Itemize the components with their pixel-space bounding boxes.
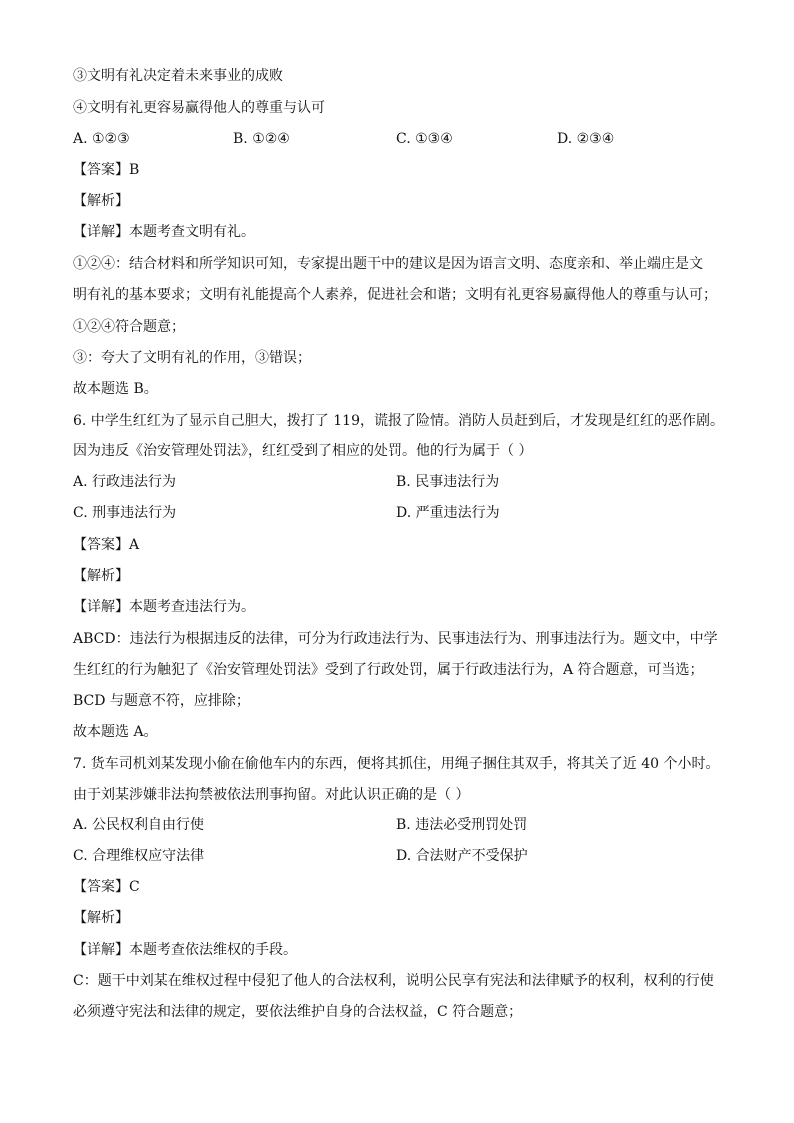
q5-option-a: A. ①②③ bbox=[73, 131, 130, 147]
q5-options bbox=[73, 129, 723, 149]
analysis-label: 【解析】 bbox=[73, 910, 129, 926]
analysis-label: 【解析】 bbox=[73, 568, 129, 584]
answer-label: 【答案】A bbox=[73, 537, 140, 553]
answer-label: 【答案】B bbox=[73, 162, 140, 178]
answer-label: 【答案】C bbox=[73, 879, 140, 895]
q6-option-a: A. 行政违法行为 bbox=[73, 474, 177, 490]
q6-option-c: C. 刑事违法行为 bbox=[73, 505, 177, 521]
q5-option-b: B. ①②④ bbox=[233, 131, 290, 147]
detail-heading: 【详解】本题考查依法维权的手段。 bbox=[73, 942, 297, 958]
q7-option-a: A. 公民权利自由行使 bbox=[73, 817, 205, 833]
conclusion-line: 故本题选 A。 bbox=[73, 724, 158, 740]
question-6-stem: 因为违反《治安管理处罚法》，红红受到了相应的处罚。他的行为属于（ ） bbox=[73, 443, 533, 459]
explanation-line: 必须遵守宪法和法律的规定，要依法维护自身的合法权益，C 符合题意； bbox=[73, 1004, 523, 1020]
explanation-line: 明有礼的基本要求；文明有礼能提高个人素养，促进社会和谐；文明有礼更容易赢得他人的尊重与认可； bbox=[73, 287, 717, 303]
explanation-line: 生红红的行为触犯了《治安管理处罚法》受到了行政处罚，属于行政违法行为，A 符合题意，可当选； bbox=[73, 662, 704, 678]
explanation-line: ①②④：结合材料和所学知识可知，专家提出题干中的建议是因为语言文明、态度亲和、举止端庄是文 bbox=[73, 256, 703, 272]
q7-option-d: D. 合法财产不受保护 bbox=[396, 848, 528, 864]
q7-options-row-2 bbox=[73, 846, 723, 866]
conclusion-line: 故本题选 B。 bbox=[73, 381, 158, 397]
q5-option-c: C. ①③④ bbox=[396, 131, 453, 147]
q7-option-c: C. 合理维权应守法律 bbox=[73, 848, 205, 864]
option-3-line: ③文明有礼决定着未来事业的成败 bbox=[73, 68, 283, 84]
q6-option-b: B. 民事违法行为 bbox=[396, 474, 500, 490]
detail-heading: 【详解】本题考查文明有礼。 bbox=[73, 224, 255, 240]
detail-heading: 【详解】本题考查违法行为。 bbox=[73, 599, 255, 615]
q7-options-row-1 bbox=[73, 815, 723, 835]
q7-option-b: B. 违法必受刑罚处罚 bbox=[396, 817, 528, 833]
question-7-stem: 由于刘某涉嫌非法拘禁被依法刑事拘留。对此认识正确的是（ ） bbox=[73, 787, 470, 803]
explanation-line: ①②④符合题意； bbox=[73, 319, 185, 335]
q6-option-d: D. 严重违法行为 bbox=[396, 505, 500, 521]
explanation-line: ABCD：违法行为根据违反的法律，可分为行政违法行为、民事违法行为、刑事违法行为。题文中，中学 bbox=[73, 631, 718, 647]
q6-options-row-2 bbox=[73, 503, 723, 523]
explanation-line: ③：夸大了文明有礼的作用，③错误； bbox=[73, 350, 311, 366]
q5-option-d: D. ②③④ bbox=[557, 131, 615, 147]
question-6-stem: 6. 中学生红红为了显示自己胆大，拨打了 119，谎报了险情。消防人员赶到后，才发现是红红的恶作剧。 bbox=[73, 413, 724, 429]
explanation-line: BCD 与题意不符，应排除； bbox=[73, 693, 250, 709]
analysis-label: 【解析】 bbox=[73, 193, 129, 209]
question-7-stem: 7. 货车司机刘某发现小偷在偷他车内的东西，便将其抓住，用绳子捆住其双手，将其关了近 40 个小时。 bbox=[73, 756, 720, 772]
explanation-line: C：题干中刘某在维权过程中侵犯了他人的合法权利，说明公民享有宪法和法律赋予的权利，权利的行使 bbox=[73, 973, 714, 989]
option-4-line: ④文明有礼更容易赢得他人的尊重与认可 bbox=[73, 100, 325, 116]
q6-options-row-1 bbox=[73, 472, 723, 492]
